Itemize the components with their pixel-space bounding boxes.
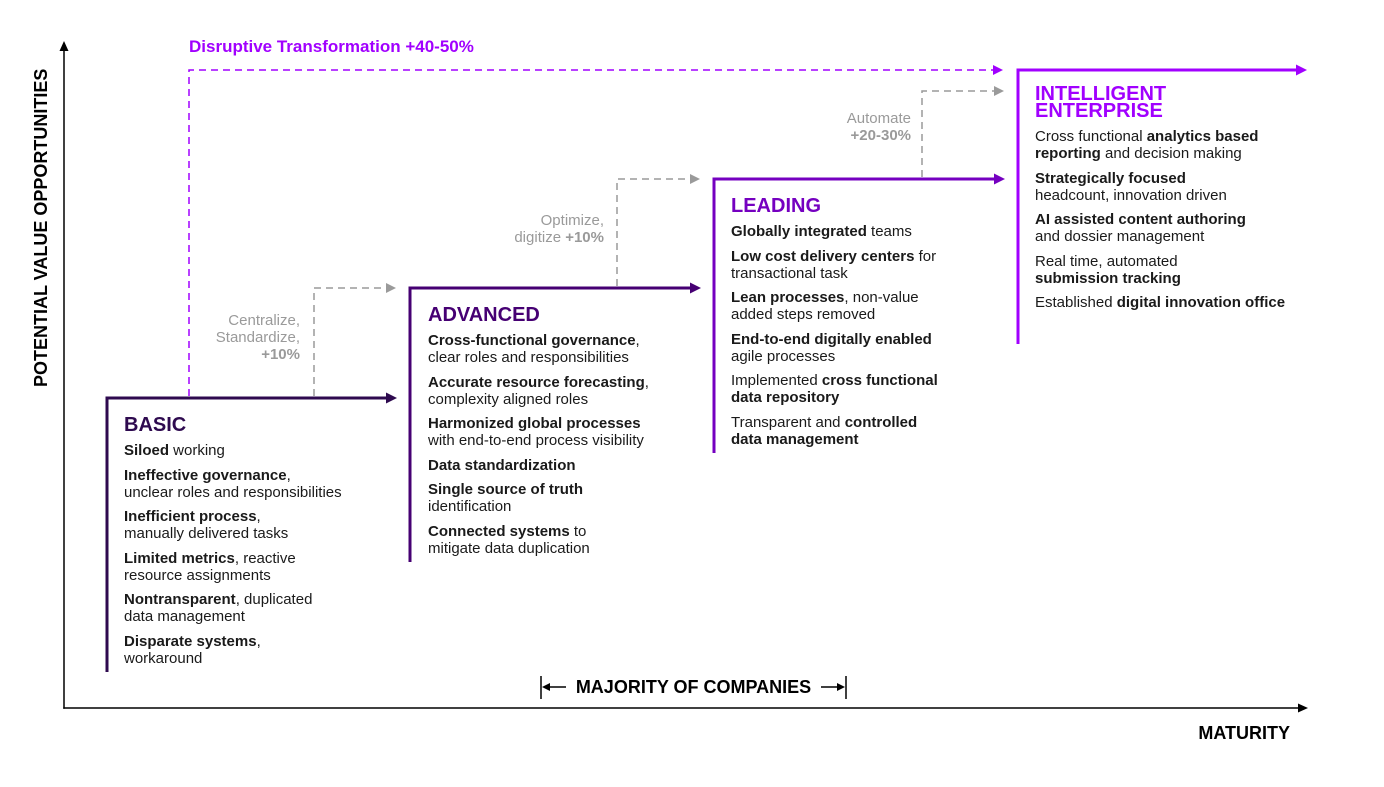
stage-item-line (428, 540, 649, 557)
stage-item-line (731, 331, 938, 348)
plain-text: workaround (124, 649, 203, 667)
bold-text: Globally integrated (731, 223, 867, 240)
plain-text: transactional task (731, 264, 848, 282)
bold-text: Cross-functional governance (428, 332, 636, 349)
stage-title-line: ADVANCED (428, 304, 540, 326)
stage-item (1035, 253, 1285, 287)
stage-item-line (428, 432, 649, 449)
bold-text: Siloed (124, 442, 170, 459)
bold-text: data repository (731, 389, 840, 406)
stage-item-line (731, 306, 938, 323)
plain-text: Real time, automated (1035, 252, 1178, 270)
x-axis-arrowhead (1298, 704, 1308, 713)
plain-text: , (256, 632, 261, 650)
stage-item (731, 414, 938, 448)
plain-text: , (644, 373, 649, 391)
bold-text: controlled (844, 413, 918, 431)
bold-text: Disparate systems (124, 632, 257, 650)
stage-items (428, 332, 649, 557)
plain-text: working (169, 442, 225, 459)
stage-item (1035, 211, 1285, 245)
bold-text: Accurate resource forecasting (428, 373, 645, 391)
plain-text: added steps removed (731, 306, 876, 323)
plain-text: Centralize, (228, 312, 300, 329)
stage-title-line: INTELLIGENT (1035, 83, 1167, 105)
bold-text: reporting (1035, 145, 1101, 162)
bold-text: Low cost delivery centers (731, 247, 915, 265)
stage-item-line (124, 525, 342, 542)
plain-text: mitigate data duplication (428, 539, 590, 557)
plain-text: , non-value (844, 289, 919, 306)
stage-item-line (124, 591, 342, 608)
stage-item-line (1035, 187, 1285, 204)
stage-item (124, 467, 342, 501)
stage-item-line (124, 442, 342, 459)
transition-label-line (474, 212, 604, 229)
optimize-transition-label (474, 212, 604, 246)
plain-text: data management (124, 608, 245, 625)
plain-text: Automate (846, 110, 911, 127)
plain-text: Established (1035, 294, 1117, 311)
stage-item-line (124, 550, 342, 567)
y-axis-arrowhead (60, 41, 69, 51)
optimize-arrowhead (690, 174, 700, 184)
stage-title (124, 414, 342, 436)
stage-item-line (124, 633, 342, 650)
bold-text: Connected systems (428, 522, 570, 540)
stage-item-line (428, 374, 649, 391)
stage-item-line (428, 349, 649, 366)
stage-title (731, 195, 938, 217)
stage-item (1035, 294, 1285, 311)
stage-title-line: ENTERPRISE (1035, 100, 1163, 122)
bold-text: +20-30% (850, 127, 911, 144)
plain-text: , duplicated (235, 591, 313, 608)
bold-text: AI assisted content authoring (1035, 211, 1246, 228)
plain-text: , (286, 466, 291, 484)
stage-item (428, 481, 649, 515)
stage-items (1035, 128, 1285, 311)
bold-text: +10% (261, 346, 300, 363)
x-axis-label: MATURITY (1198, 723, 1290, 743)
stage-item-line (428, 481, 649, 498)
plain-text: resource assignments (124, 566, 271, 584)
transition-label-line (474, 229, 604, 246)
stage-item-line (1035, 270, 1285, 287)
stage-item-line (731, 414, 938, 431)
stage-leading (731, 195, 938, 455)
stage-item (124, 633, 342, 667)
centralize-transition-label (170, 312, 300, 363)
stage-item (1035, 170, 1285, 204)
plain-text: Implemented (731, 372, 822, 389)
stage-item (731, 248, 938, 282)
advanced-stage-arrowhead (690, 283, 701, 294)
y-axis-label: POTENTIAL VALUE OPPORTUNITIES (31, 68, 51, 388)
plain-text: headcount, innovation driven (1035, 186, 1227, 204)
bold-text: End-to-end digitally enabled (731, 330, 932, 348)
bold-text: Harmonized global processes (428, 415, 641, 432)
stage-item-line (731, 431, 938, 448)
stage-item (731, 372, 938, 406)
plain-text: unclear roles and responsibilities (124, 483, 342, 501)
stage-item-line (1035, 294, 1285, 311)
plain-text: complexity aligned roles (428, 390, 589, 408)
stage-item (731, 331, 938, 365)
stage-item-line (428, 498, 649, 515)
bold-text: cross functional (821, 372, 938, 389)
stage-item-line (428, 415, 649, 432)
plain-text: to (569, 522, 587, 540)
stage-item (428, 374, 649, 408)
stage-item-line (731, 389, 938, 406)
stage-item-line (731, 372, 938, 389)
stage-item (124, 508, 342, 542)
stage-item (428, 332, 649, 366)
automate-arrowhead (994, 86, 1004, 96)
bold-text: Ineffective governance (124, 466, 287, 484)
plain-text: and decision making (1100, 145, 1242, 162)
stage-item-line (428, 332, 649, 349)
intelligent-stage-arrowhead (1296, 65, 1307, 76)
stage-item-line (124, 608, 342, 625)
stage-item-line (124, 567, 342, 584)
bold-text: digital innovation office (1116, 294, 1286, 311)
stage-basic (124, 414, 342, 674)
stage-item-line (124, 650, 342, 667)
stage-item (731, 223, 938, 240)
transition-label-line (170, 346, 300, 363)
stage-item-line (428, 391, 649, 408)
stage-item-line (428, 457, 649, 474)
plain-text: agile processes (731, 347, 836, 365)
stage-item-line (124, 467, 342, 484)
disruptive-arrowhead (993, 65, 1003, 75)
disruptive-transformation-label: Disruptive Transformation +40-50% (189, 37, 474, 56)
stage-item-line (1035, 253, 1285, 270)
plain-text: Standardize, (215, 329, 300, 346)
stage-item (731, 289, 938, 323)
stage-item (428, 457, 649, 474)
transition-label-line (781, 127, 911, 144)
bold-text: +10% (565, 229, 604, 246)
stage-item-line (1035, 170, 1285, 187)
stage-intelligent-enterprise (1035, 83, 1286, 319)
stage-title-line: BASIC (124, 414, 187, 436)
stage-item (124, 591, 342, 625)
plain-text: manually delivered tasks (124, 525, 289, 542)
plain-text: teams (866, 223, 912, 240)
plain-text: and dossier management (1035, 228, 1205, 245)
transition-label-line (170, 312, 300, 329)
plain-text: with end-to-end process visibility (428, 432, 644, 449)
plain-text: , reactive (234, 549, 296, 567)
transition-label-line (781, 110, 911, 127)
plain-text: Optimize, (540, 212, 604, 229)
stage-item-line (1035, 128, 1285, 145)
stage-item (428, 523, 649, 557)
bold-text: Nontransparent (124, 591, 236, 608)
bold-text: submission tracking (1035, 269, 1181, 287)
automate-transition-label (781, 110, 911, 144)
stage-item-line (731, 223, 938, 240)
stage-item (124, 550, 342, 584)
bold-text: Limited metrics (124, 549, 235, 567)
bold-text: Single source of truth (428, 481, 584, 498)
bold-text: Strategically focused (1035, 169, 1186, 187)
centralize-arrowhead (386, 283, 396, 293)
leading-stage-arrowhead (994, 174, 1005, 185)
stage-item (428, 415, 649, 449)
stage-items (731, 223, 938, 448)
automate-dashed-connector (922, 91, 994, 177)
plain-text: digitize (514, 229, 566, 246)
stage-item-line (731, 248, 938, 265)
stage-item-line (731, 265, 938, 282)
stage-item (1035, 128, 1285, 162)
optimize-dashed-connector (617, 179, 690, 286)
plain-text: Cross functional (1035, 128, 1147, 145)
plain-text: Transparent and (731, 413, 845, 431)
majority-of-companies-label: MAJORITY OF COMPANIES (575, 677, 812, 697)
bold-text: data management (731, 430, 859, 448)
stage-item-line (124, 508, 342, 525)
bold-text: Lean processes (731, 289, 845, 306)
stage-advanced (428, 304, 649, 564)
bold-text: analytics based (1146, 128, 1259, 145)
transition-label-line (170, 329, 300, 346)
stage-item-line (1035, 145, 1285, 162)
stage-item-line (428, 523, 649, 540)
stage-item-line (731, 348, 938, 365)
stage-title (428, 304, 649, 326)
stage-title (1035, 83, 1285, 122)
plain-text: , (256, 508, 261, 525)
stage-item-line (1035, 228, 1285, 245)
stage-item-line (731, 289, 938, 306)
stage-item-line (1035, 211, 1285, 228)
stage-title-line: LEADING (731, 195, 821, 217)
plain-text: identification (428, 498, 512, 515)
plain-text: , (635, 332, 640, 349)
centralize-dashed-connector (314, 288, 386, 396)
stage-item (124, 442, 342, 459)
basic-stage-arrowhead (386, 393, 397, 404)
plain-text: clear roles and responsibilities (428, 349, 629, 366)
bold-text: Inefficient process (124, 508, 257, 525)
stage-item-line (124, 484, 342, 501)
bold-text: Data standardization (428, 456, 576, 474)
plain-text: for (914, 247, 937, 265)
stage-items (124, 442, 342, 667)
